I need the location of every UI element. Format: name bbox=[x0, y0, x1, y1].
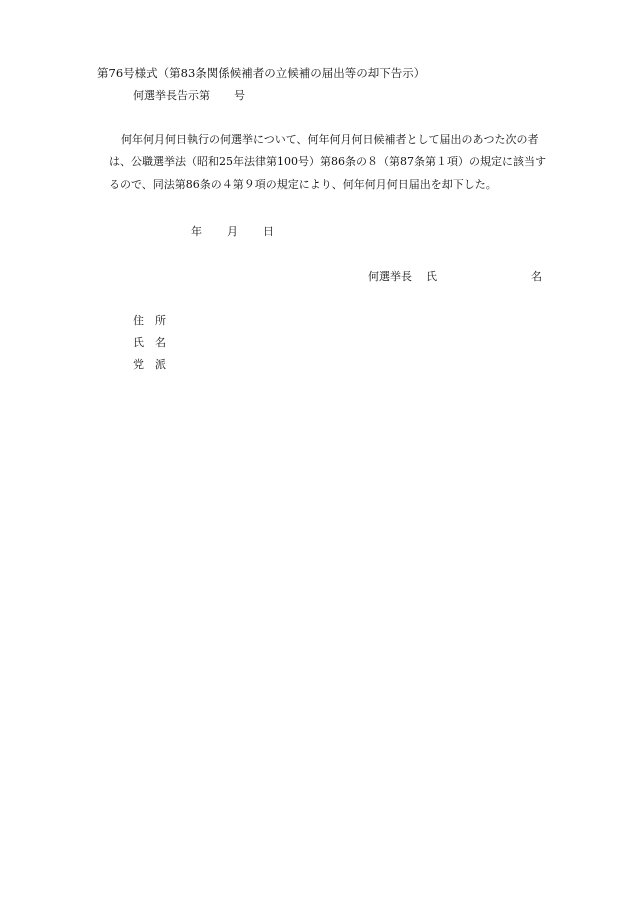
notice-number-prefix: 何選挙長告示第 bbox=[133, 89, 210, 102]
field-address bbox=[133, 315, 166, 326]
notice-body-line-3: るので、同法第86条の４第９項の規定により、何年何月何日届出を却下した。 bbox=[109, 178, 497, 191]
form-title: 第76号様式（第83条関係候補者の立候補の届出等の却下告示） bbox=[97, 66, 426, 80]
notice-number bbox=[133, 90, 245, 101]
date-day-label: 日 bbox=[263, 225, 274, 238]
field-address-label: 住 所 bbox=[133, 314, 166, 327]
date-year-label: 年 bbox=[191, 225, 202, 238]
field-party bbox=[133, 359, 166, 370]
field-name bbox=[133, 337, 166, 348]
date-month-label: 月 bbox=[227, 225, 238, 238]
official-given-name-label: 名 bbox=[531, 270, 542, 283]
notice-body-line-2: は、公職選挙法（昭和25年法律第100号）第86条の８（第87条第１項）の規定に該当す bbox=[109, 155, 546, 168]
field-party-label: 党 派 bbox=[133, 358, 166, 371]
official-surname-label: 氏 bbox=[426, 270, 437, 283]
official-title: 何選挙長 bbox=[368, 270, 412, 283]
notice-number-suffix: 号 bbox=[234, 89, 245, 102]
notice-body-line-1: 何年何月何日執行の何選挙について、何年何月何日候補者として届出のあつた次の者 bbox=[121, 133, 539, 146]
field-name-label: 氏 名 bbox=[133, 336, 166, 349]
